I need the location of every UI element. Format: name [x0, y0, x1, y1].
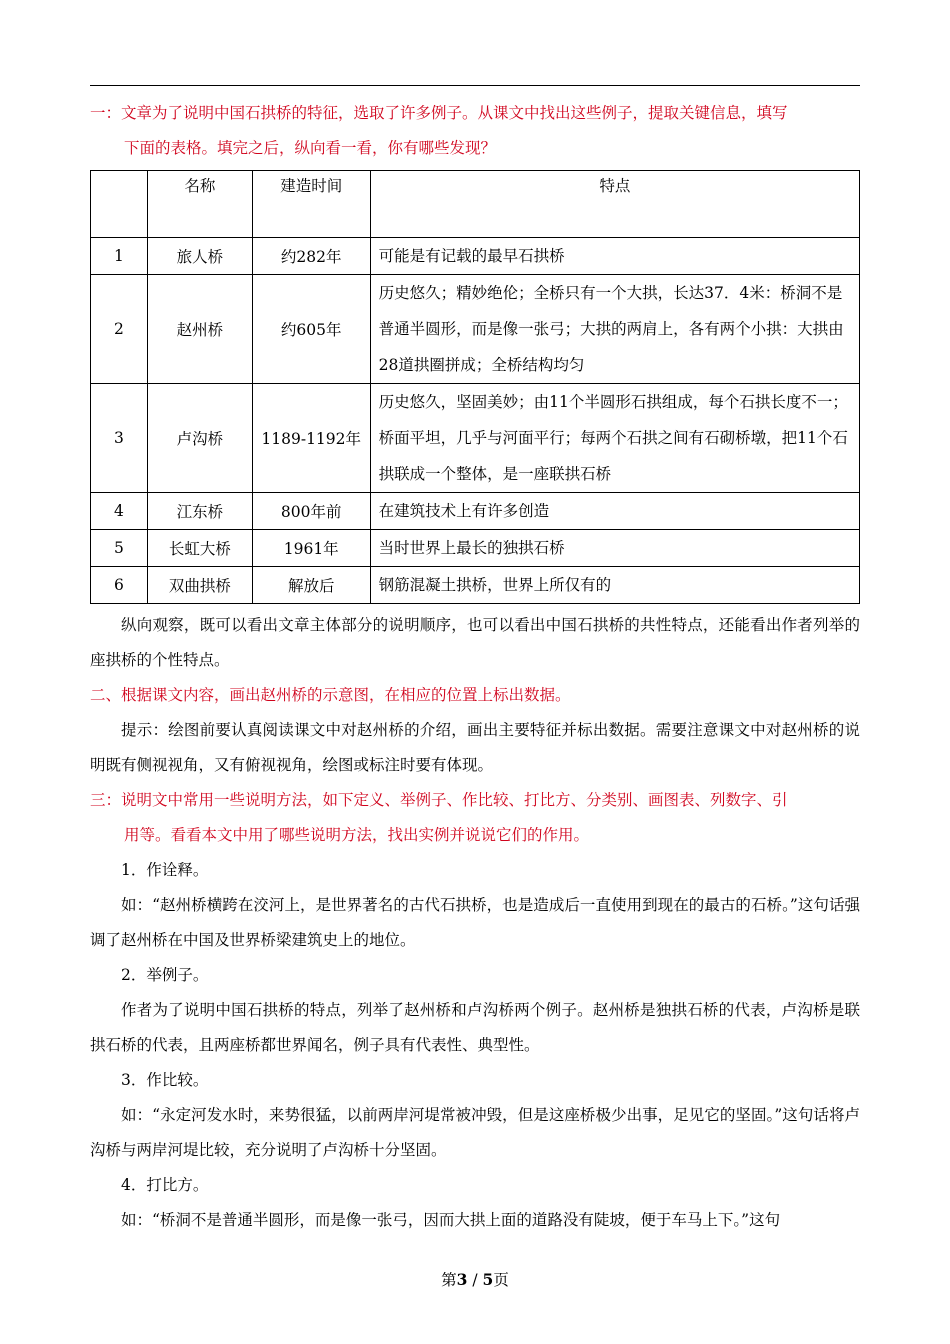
table-row [91, 275, 860, 384]
header-name: 名称 [147, 171, 252, 238]
page-footer [0, 1268, 950, 1290]
question-2: 二、根据课文内容，画出赵州桥的示意图，在相应的位置上标出数据。 [90, 686, 571, 704]
page-content [90, 96, 860, 1238]
table-row [91, 384, 860, 493]
section-1-text: 如：“赵州桥横跨在洨河上，是世界著名的古代石拱桥，也是造成后一直使用到现在的最古的石桥。”这句话强调了赵州桥在中国及世界桥梁建筑史上的地位。 [90, 896, 860, 949]
row-name: 江东桥 [147, 493, 252, 530]
row-time: 1189-1192年 [252, 384, 370, 493]
stone-bridge-table [90, 170, 860, 604]
footer-separator: / [467, 1271, 483, 1289]
row-name: 赵州桥 [147, 275, 252, 384]
header-rule [90, 85, 860, 86]
row-feature: 钢筋混凝土拱桥，世界上所仅有的 [370, 567, 859, 604]
row-index: 6 [91, 567, 148, 604]
row-feature: 当时世界上最长的独拱石桥 [370, 530, 859, 567]
row-name: 卢沟桥 [147, 384, 252, 493]
row-index: 4 [91, 493, 148, 530]
question-3-line-1: 三：说明文中常用一些说明方法，如下定义、举例子、作比较、打比方、分类别、画图表、列数字、引 [90, 791, 788, 809]
question-1 [90, 96, 860, 166]
hint-paragraph: 提示：绘图前要认真阅读课文中对赵州桥的介绍，画出主要特征并标出数据。需要注意课文中对赵州桥的说明既有侧视视角，又有俯视视角，绘图或标注时要有体现。 [90, 721, 860, 774]
row-name: 长虹大桥 [147, 530, 252, 567]
footer-suffix: 页 [493, 1271, 509, 1289]
row-index: 2 [91, 275, 148, 384]
table-row [91, 567, 860, 604]
row-time: 约282年 [252, 238, 370, 275]
question-1-line-1: 一：文章为了说明中国石拱桥的特征，选取了许多例子。从课文中找出这些例子，提取关键信息，填写 [90, 104, 788, 122]
question-1-line-2: 下面的表格。填完之后，纵向看一看，你有哪些发现？ [124, 139, 497, 157]
header-feature: 特点 [370, 171, 859, 238]
row-feature: 可能是有记载的最早石拱桥 [370, 238, 859, 275]
observation-paragraph: 纵向观察，既可以看出文章主体部分的说明顺序，也可以看出中国石拱桥的共性特点，还能看出作者列举的座拱桥的个性特点。 [90, 616, 860, 669]
footer-prefix: 第 [441, 1271, 457, 1289]
question-3 [90, 783, 860, 853]
row-index: 1 [91, 238, 148, 275]
section-2-title: 2．举例子。 [121, 966, 209, 984]
footer-total-pages: 5 [482, 1270, 494, 1289]
row-index: 3 [91, 384, 148, 493]
row-feature: 在建筑技术上有许多创造 [370, 493, 859, 530]
row-name: 旅人桥 [147, 238, 252, 275]
row-time: 约605年 [252, 275, 370, 384]
section-2-text: 作者为了说明中国石拱桥的特点，列举了赵州桥和卢沟桥两个例子。赵州桥是独拱石桥的代表，卢沟桥是联拱石桥的代表，且两座桥都世界闻名，例子具有代表性、典型性。 [90, 1001, 860, 1054]
row-name: 双曲拱桥 [147, 567, 252, 604]
header-time: 建造时间 [252, 171, 370, 238]
section-1-title: 1．作诠释。 [121, 861, 209, 879]
header-index [91, 171, 148, 238]
table-row [91, 493, 860, 530]
row-time: 解放后 [252, 567, 370, 604]
table-header-row [91, 171, 860, 238]
section-3-title: 3．作比较。 [121, 1071, 209, 1089]
question-3-line-2: 用等。看看本文中用了哪些说明方法，找出实例并说说它们的作用。 [124, 826, 590, 844]
row-index: 5 [91, 530, 148, 567]
row-feature: 历史悠久；精妙绝伦；全桥只有一个大拱，长达37．4米：桥洞不是普通半圆形，而是像一张弓；大拱的两肩上，各有两个小拱：大拱由28道拱圈拼成；全桥结构均匀 [370, 275, 859, 384]
section-3-text: 如：“永定河发水时，来势很猛，以前两岸河堤常被冲毁，但是这座桥极少出事，足见它的坚固。”这句话将卢沟桥与两岸河堤比较，充分说明了卢沟桥十分坚固。 [90, 1106, 860, 1159]
table-row [91, 530, 860, 567]
section-4-title: 4．打比方。 [121, 1176, 209, 1194]
row-time: 1961年 [252, 530, 370, 567]
table-row [91, 238, 860, 275]
row-time: 800年前 [252, 493, 370, 530]
footer-current-page: 3 [456, 1270, 468, 1289]
row-feature: 历史悠久，坚固美妙；由11个半圆形石拱组成，每个石拱长度不一；桥面平坦，几乎与河面平行；每两个石拱之间有石砌桥墩，把11个石拱联成一个整体，是一座联拱石桥 [370, 384, 859, 493]
section-4-text: 如：“桥洞不是普通半圆形，而是像一张弓，因而大拱上面的道路没有陡坡，便于车马上下。”这句 [121, 1211, 781, 1229]
